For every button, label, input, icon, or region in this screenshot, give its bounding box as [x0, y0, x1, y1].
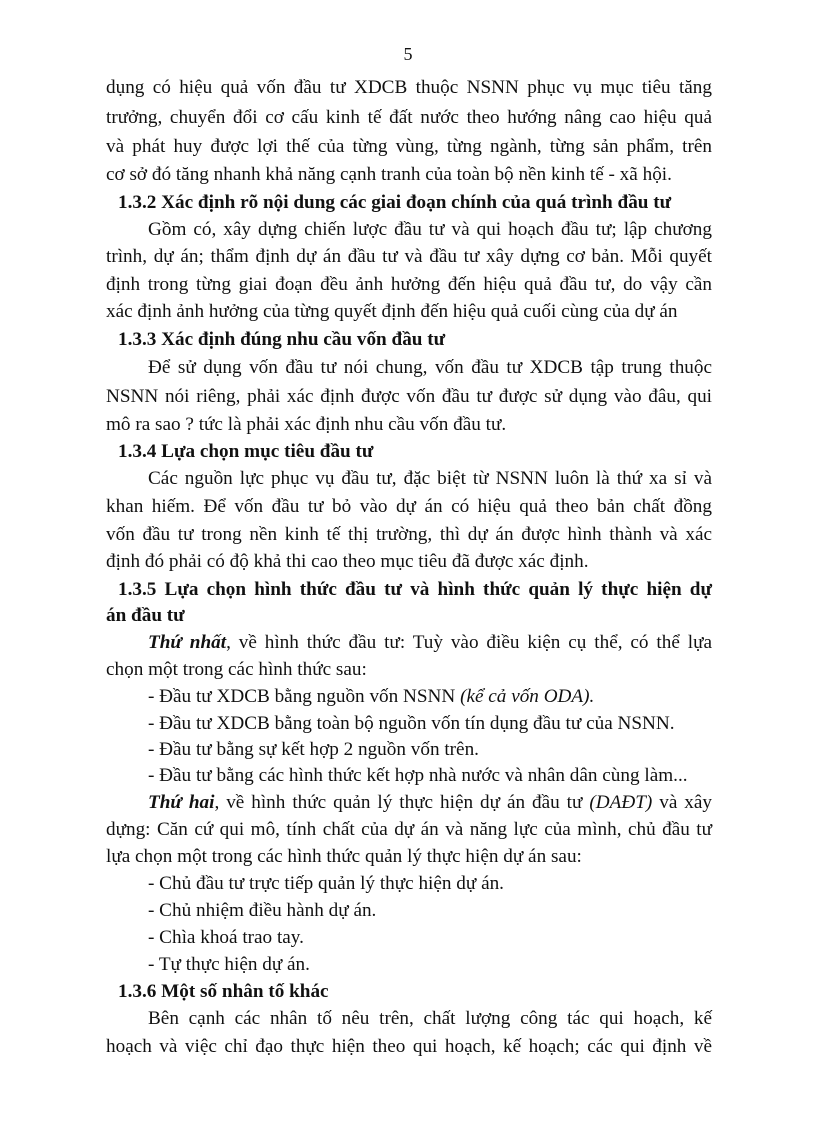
paragraph-line: mô ra sao ? tức là phải xác định nhu cầu vốn đầu tư.: [106, 414, 507, 435]
list-item: - Đầu tư XDCB bằng nguồn vốn NSNN (kể cả vốn ODA).: [148, 686, 595, 707]
paragraph-line: vốn đầu tư trong nền kinh tế thị trường, thì dự án được hình thành và xác: [106, 524, 712, 545]
section-heading-1-3-2: 1.3.2 Xác định rõ nội dung các giai đoạn chính của quá trình đầu tư: [118, 192, 672, 213]
page-number: 5: [403, 44, 413, 64]
paragraph-line: Để sử dụng vốn đầu tư nói chung, vốn đầu tư XDCB tập trung thuộc: [148, 357, 712, 378]
list-item: - Đầu tư bằng các hình thức kết hợp nhà nước và nhân dân cùng làm...: [148, 765, 688, 786]
paragraph-line: định trong từng giai đoạn đều ảnh hưởng đến hiệu quả đầu tư, do vậy cần: [106, 274, 712, 295]
list-item: - Chìa khoá trao tay.: [148, 927, 304, 948]
paragraph-line: khan hiếm. Để vốn đầu tư bỏ vào dự án có hiệu quả theo bản chất đồng: [106, 496, 712, 517]
section-heading-1-3-4: 1.3.4 Lựa chọn mục tiêu đầu tư: [118, 441, 374, 462]
paragraph-line: dụng có hiệu quả vốn đầu tư XDCB thuộc NSNN phục vụ mục tiêu tăng: [106, 77, 712, 98]
paragraph-line: NSNN nói riêng, phải xác định được vốn đầu tư được sử dụng vào đâu, qui: [106, 386, 712, 407]
list-item: - Chủ nhiệm điều hành dự án.: [148, 900, 377, 921]
paragraph-line: trưởng, chuyển đổi cơ cấu kinh tế đất nước theo hướng nâng cao hiệu quả: [106, 107, 712, 128]
section-heading-1-3-6: 1.3.6 Một số nhân tố khác: [118, 981, 329, 1002]
paragraph-line: trình, dự án; thẩm định dự án đầu tư và đầu tư xây dựng cơ bản. Mỗi quyết: [106, 246, 712, 267]
paragraph-line: xác định ảnh hưởng của từng quyết định đến hiệu quả cuối cùng của dự án: [106, 301, 678, 322]
section-heading-1-3-5-cont: án đầu tư: [106, 605, 185, 626]
paragraph-line: Các nguồn lực phục vụ đầu tư, đặc biệt từ NSNN luôn là thứ xa sỉ và: [148, 468, 712, 489]
paragraph-line: định đó phải có độ khả thi cao theo mục tiêu đã được xác định.: [106, 551, 589, 572]
paragraph-line: và phát huy được lợi thế của từng vùng, từng ngành, từng sản phẩm, trên: [106, 136, 712, 157]
paragraph-line: Bên cạnh các nhân tố nêu trên, chất lượng công tác qui hoạch, kế: [148, 1008, 712, 1029]
paragraph-line: Thứ nhất, về hình thức đầu tư: Tuỳ vào điều kiện cụ thể, có thể lựa: [148, 632, 713, 653]
paragraph-line: chọn một trong các hình thức sau:: [106, 659, 367, 680]
paragraph-line: Thứ hai, về hình thức quản lý thực hiện dự án đầu tư (DAĐT) và xây: [148, 792, 712, 813]
paragraph-line: cơ sở đó tăng nhanh khả năng cạnh tranh của toàn bộ nền kinh tế - xã hội.: [106, 164, 672, 185]
emphasis-first: Thứ nhất: [148, 632, 227, 653]
paragraph-line: hoạch và việc chỉ đạo thực hiện theo qui hoạch, kế hoạch; các qui định về: [106, 1036, 712, 1057]
emphasis-second: Thứ hai: [148, 792, 215, 813]
paragraph-line: lựa chọn một trong các hình thức quản lý thực hiện dự án sau:: [106, 846, 582, 867]
paragraph-line: dựng: Căn cứ qui mô, tính chất của dự án và năng lực của mình, chủ đầu tư: [106, 819, 712, 840]
list-item: - Tự thực hiện dự án.: [148, 954, 310, 975]
list-item: - Chủ đầu tư trực tiếp quản lý thực hiện dự án.: [148, 873, 504, 894]
list-item: - Đầu tư bằng sự kết hợp 2 nguồn vốn trên.: [148, 739, 479, 760]
section-heading-1-3-3: 1.3.3 Xác định đúng nhu cầu vốn đầu tư: [118, 329, 446, 350]
list-item: - Đầu tư XDCB bằng toàn bộ nguồn vốn tín dụng đầu tư của NSNN.: [148, 713, 675, 734]
paragraph-line: Gồm có, xây dựng chiến lược đầu tư và qui hoạch đầu tư; lập chương: [148, 219, 712, 240]
section-heading-1-3-5: 1.3.5 Lựa chọn hình thức đầu tư và hình thức quản lý thực hiện dự: [118, 579, 712, 600]
